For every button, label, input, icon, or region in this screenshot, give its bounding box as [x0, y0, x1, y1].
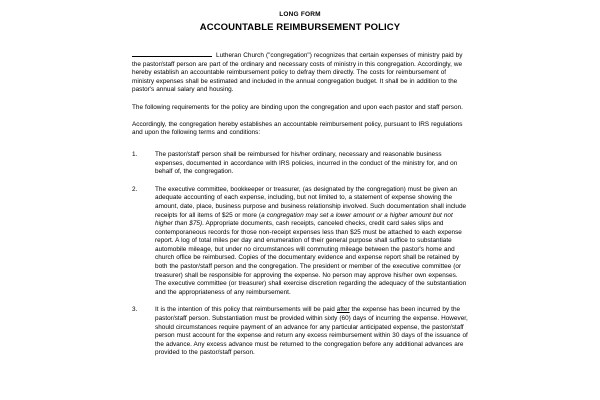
intro-paragraph-2: The following requirements for the policy are binding upon the congregation and upon each pastor and staff person. — [132, 103, 463, 111]
document-supertitle: LONG FORM — [279, 11, 321, 18]
intro-paragraph-3: Accordingly, the congregation hereby establishes an accountable reimbursement policy, pursuant to IRS regulations and upon the following terms and conditions: — [132, 120, 463, 137]
intro-paragraph-1-text: Lutheran Church ("congregation") recognizes that certain expenses of ministry paid by the pastor/staff person are part of the ordinary and necessary costs of ministry in this congregation. Accordingly, we hereby establish an accountable reimbursement policy to defray them directly. The costs for reimbursement of ministry expenses shall be estimated and included in the annual congregation budget. It shall be in addition to the pastor's annual salary and housing. — [132, 52, 463, 94]
document-title-block — [132, 10, 468, 34]
list-item-text-part2: the expense has been incurred by the pastor/staff person. Substantiation must be provided within sixty (60) days of incurring the expense. However, should circumstances require payment of an advance for any particular anticipated expense, the pastor/staff person must account for the expense and return any excess reimbursement within 30 days of the issuance of the advance. Any excess advance must be returned to the congregation before any additional advances are provided to the pastor/staff person. — [155, 306, 468, 357]
list-item-italic-note: a congregation may set a lower amount or a higher amount but not higher than $75) — [155, 211, 453, 228]
list-item — [132, 306, 468, 358]
list-item-text-part1: The executive committee, bookkeeper or treasurer, (as designated by the congregation) must be given an adequate accounting of each expense, including, but not limited to, a statement of expense showing the amount, date, place, business purpose and business relationship involved. Such documentation shall include receipts for all items of $25 or more ( — [155, 185, 467, 219]
list-item-number: 2. — [132, 185, 138, 193]
list-item-number: 1. — [132, 150, 138, 158]
list-item-text: The pastor/staff person shall be reimbursed for his/her ordinary, necessary and reasonable business expenses, documented in accordance with IRS policies, incurred in the conduct of the ministry for, and on behalf of, the congregation. — [155, 150, 458, 176]
page-title: ACCOUNTABLE REIMBURSEMENT POLICY — [199, 22, 401, 33]
numbered-list — [132, 151, 468, 358]
congregation-name-blank[interactable] — [132, 50, 212, 57]
list-item-text — [155, 306, 468, 358]
list-item-number: 3. — [132, 306, 138, 314]
list-item-text-part2: . Appropriate documents, cash receipts, canceled checks, credit card sales slips and contemporaneous records for those non-receipt expenses less than $25 must be attached to each expense report. A log of total miles per day and enumeration of their general purpose shall suffice to substantiate automobile mileage, but under no circumstances will commuting mileage between the pastor's home and church office be reimbursed. Copies of the documentary evidence and expense report shall be retained by both the pastor/staff person and the congregation. The president or member of the executive committee (or treasurer) shall be responsible for approving the expense. No person may approve his/her own expenses. The executive committee (or treasurer) shall exercise discretion regarding the adequacy of the substantiation and the appropriateness of any reimbursement. — [155, 220, 467, 296]
list-item — [132, 186, 468, 298]
intro-paragraph-1 — [132, 50, 468, 95]
list-item-text — [155, 186, 468, 298]
list-item-text-part1: It is the intention of this policy that reimbursements will be paid — [155, 306, 337, 314]
list-item-underlined-word: after — [336, 306, 350, 314]
list-item — [132, 151, 468, 177]
document-body — [132, 50, 468, 358]
